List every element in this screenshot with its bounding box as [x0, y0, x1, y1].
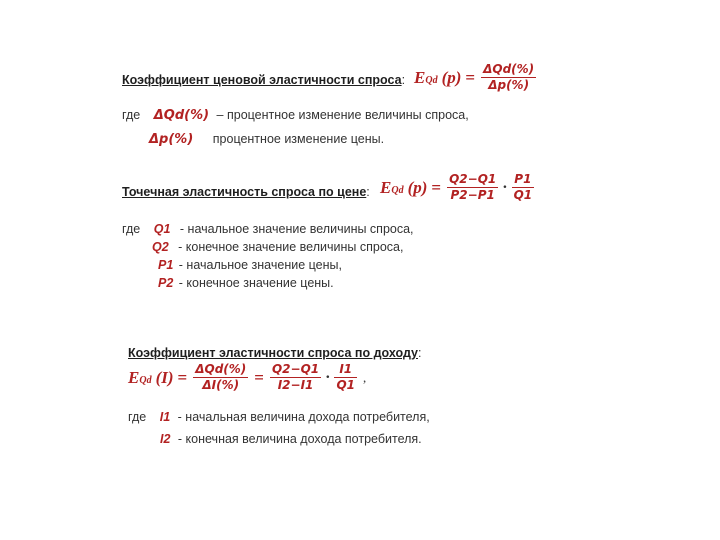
fraction-numerator: P1 [514, 172, 532, 186]
definition-text: – процентное изменение величины спроса, [216, 108, 469, 122]
definition-text: - начальная величина дохода потребителя, [177, 410, 430, 424]
formula-equals: = [431, 177, 442, 197]
where-label: где [122, 108, 141, 122]
definition-symbol: I1 [159, 410, 171, 424]
point-elasticity-heading: Точечная эластичность спроса по цене [122, 185, 367, 199]
fraction-numerator: Q2−Q1 [449, 172, 497, 186]
fraction-denominator: Q1 [336, 378, 356, 393]
formula-lhs: E [414, 67, 426, 87]
formula-fraction [193, 362, 248, 393]
definition-row [158, 258, 342, 272]
formula-equals: = [177, 367, 188, 387]
definition-text: процентное изменение цены. [212, 132, 385, 146]
point-elasticity-formula [380, 172, 536, 203]
formula-argument: (p) [407, 177, 428, 197]
formula-fraction [481, 62, 536, 93]
fraction-denominator: Δp(%) [488, 78, 530, 93]
definition-symbol: Q1 [153, 222, 171, 236]
formula-argument: (p) [441, 67, 462, 87]
formula-comma: , [363, 369, 367, 385]
formula-lhs: E [128, 367, 140, 387]
definition-symbol: P1 [158, 258, 174, 272]
definition-row [149, 132, 384, 147]
formula-argument: (I) [155, 367, 174, 387]
point-elasticity-heading-row [122, 185, 370, 199]
income-elasticity-formula [128, 362, 366, 393]
price-elasticity-heading-row [122, 73, 405, 87]
definition-row [158, 276, 334, 290]
formula-subscript: Qd [391, 185, 404, 197]
fraction-denominator: Q1 [513, 188, 533, 203]
fraction-denominator: ΔI(%) [202, 378, 240, 393]
definition-symbol: Δp(%) [149, 132, 194, 147]
formula-equals: = [254, 367, 264, 387]
heading-colon: : [401, 73, 406, 87]
formula-equals: = [465, 67, 476, 87]
definition-text: - конечное значение величины спроса, [178, 240, 404, 254]
heading-colon: : [417, 346, 422, 360]
definition-symbol: I2 [160, 432, 171, 446]
price-elasticity-formula [414, 62, 538, 93]
definition-row [122, 222, 414, 236]
multiply-dot: · [325, 368, 331, 386]
definition-symbol: P2 [158, 276, 174, 290]
fraction-numerator: Q2−Q1 [271, 362, 320, 376]
definition-text: - конечная величина дохода потребителя. [177, 432, 422, 446]
income-elasticity-heading: Коэффициент эластичности спроса по доходу [128, 346, 418, 360]
definition-row [122, 108, 469, 123]
definition-symbol: ΔQd(%) [153, 108, 210, 123]
formula-fraction [334, 362, 357, 393]
formula-fraction [512, 172, 535, 203]
definition-symbol: Q2 [152, 240, 169, 254]
income-elasticity-heading-row [128, 346, 421, 360]
price-elasticity-heading: Коэффициент ценовой эластичности спроса [122, 73, 402, 87]
definition-text: - начальное значение цены, [178, 258, 342, 272]
definition-text: - начальное значение величины спроса, [179, 222, 414, 236]
definition-text: - конечное значение цены. [178, 276, 334, 290]
fraction-denominator: P2−P1 [450, 188, 495, 203]
definition-row [152, 240, 403, 254]
definition-row [160, 432, 422, 446]
fraction-numerator: ΔQd(%) [195, 362, 247, 376]
fraction-numerator: I1 [339, 362, 353, 376]
formula-subscript: Qd [425, 75, 438, 87]
where-label: где [122, 222, 141, 236]
heading-colon: : [366, 185, 370, 199]
formula-lhs: E [380, 177, 392, 197]
formula-subscript: Qd [139, 375, 152, 387]
fraction-denominator: I2−I1 [277, 378, 314, 393]
fraction-numerator: ΔQd(%) [483, 62, 535, 76]
formula-fraction [447, 172, 498, 203]
formula-fraction [270, 362, 321, 393]
definition-row [128, 410, 430, 424]
multiply-dot: · [502, 178, 508, 196]
where-label: где [128, 410, 147, 424]
